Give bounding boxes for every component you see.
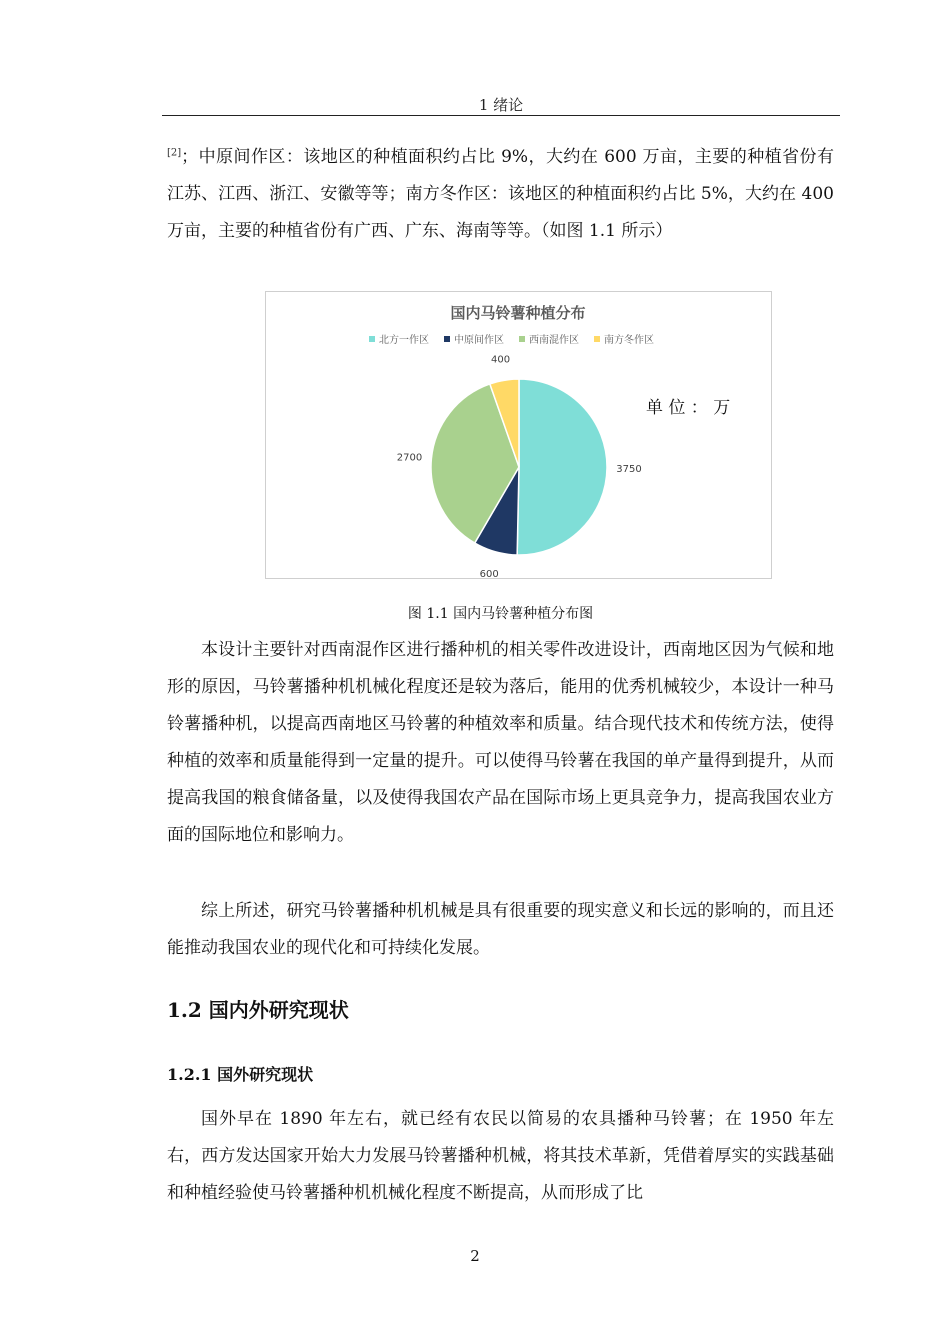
- legend-swatch-4: [594, 336, 600, 342]
- subsection-heading: 1.2.1 国外研究现状: [167, 1065, 314, 1084]
- pie-slice-1: [517, 379, 607, 555]
- pie-data-label-4: 400: [490, 354, 511, 366]
- citation-mark: [2]: [167, 147, 182, 159]
- legend-swatch-2: [444, 336, 450, 342]
- paragraph-text: ；中原间作区：该地区的种植面积约占比 9%，大约在 600 万亩，主要的种植省份有江苏、江西、浙江、安徽等等；南方冬作区：该地区的种植面积约占比 5%，大约在 400 万亩，主要的种植省份有广西、广东、海南等等。（如图 1.1 所示）: [167, 147, 834, 241]
- pie-data-label-1: 3750: [616, 464, 642, 476]
- paragraph-summary: 综上所述，研究马铃薯播种机机械是具有很重要的现实意义和长远的影响的，而且还能推动我国农业的现代化和可持续化发展。: [167, 901, 834, 958]
- legend-label-1: 北方一作区: [379, 335, 429, 346]
- page-header: 1 绪论: [478, 96, 524, 114]
- pie-chart-svg: [266, 292, 771, 578]
- unit-annotation: 单 位 ： 万: [646, 398, 731, 418]
- pie-data-label-3: 2700: [396, 452, 423, 464]
- chart-title: 国内马铃薯种植分布: [450, 304, 586, 322]
- paragraph-design-purpose: 本设计主要针对西南混作区进行播种机的相关零件改进设计，西南地区因为气候和地形的原因，马铃薯播种机机械化程度还是较为落后，能用的优秀机械较少，本设计一种马铃薯播种机，以提高西南地区马铃薯的种植效率和质量。结合现代技术和传统方法，使得种植的效率和质量能得到一定量的提升。可以使得马铃薯在我国的单产量得到提升，从而提高我国的粮食储备量，以及使得我国农产品在国际市场上更具竞争力，提高我国农业方面的国际地位和影响力。: [167, 640, 834, 845]
- legend-label-4: 南方冬作区: [604, 335, 654, 346]
- pie-slices: [431, 379, 607, 555]
- legend-swatch-3: [519, 336, 525, 342]
- legend-swatch-1: [369, 336, 375, 342]
- paragraph-foreign-research: 国外早在 1890 年左右，就已经有农民以简易的农具播种马铃薯；在 1950 年左右，西方发达国家开始大力发展马铃薯播种机械，将其技术革新，凭借着厚实的实践基础和种植经验使马铃薯播种机机械化程度不断提高，从而形成了比: [167, 1109, 834, 1203]
- legend-label-3: 西南混作区: [529, 335, 579, 346]
- legend-label-2: 中原间作区: [454, 335, 504, 346]
- header-rule: [162, 115, 840, 116]
- pie-chart: [265, 291, 772, 579]
- chart-legend: [369, 333, 654, 346]
- pie-data-label-2: 600: [479, 568, 499, 578]
- paragraph-regional-distribution: [167, 139, 834, 250]
- section-heading: 1.2 国内外研究现状: [167, 998, 349, 1022]
- page-number: 2: [470, 1247, 480, 1265]
- figure-caption: 图 1.1 国内马铃薯种植分布图: [407, 606, 594, 622]
